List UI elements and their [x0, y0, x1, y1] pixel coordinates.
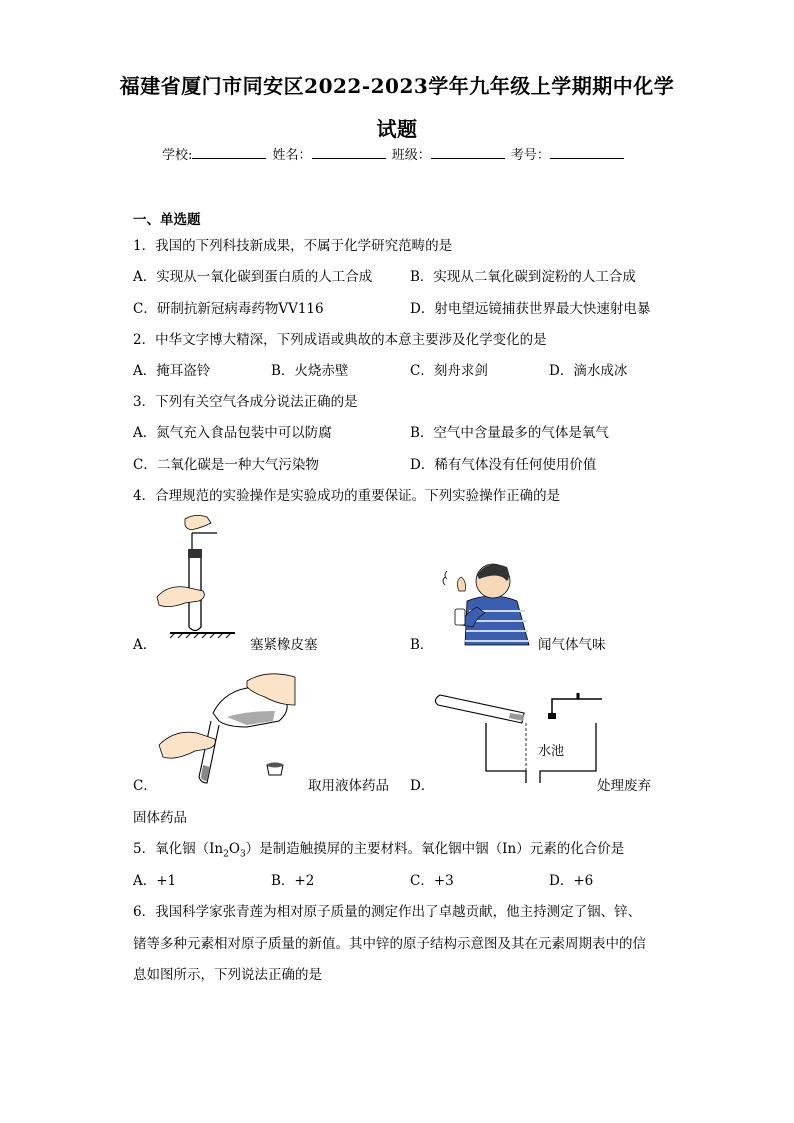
q3-option-a: A．氮气充入食品包装中可以防腐: [133, 425, 332, 441]
q2-option-c: C．刻舟求剑: [410, 363, 488, 379]
q1-option-a: A．实现从一氧化碳到蛋白质的人工合成: [133, 269, 373, 285]
name-blank[interactable]: [312, 146, 386, 159]
q5-option-c: C．+3: [410, 873, 454, 889]
q1-stem: 1．我国的下列科技新成果，不属于化学研究范畴的是: [133, 238, 453, 254]
figure-b-smelling-gas: [437, 545, 537, 645]
q4-option-c-letter: C．: [133, 778, 157, 794]
exam-title-cont: 试题: [376, 117, 418, 141]
q6-stem-line1: 6．我国科学家张青莲为相对原子质量的测定作出了卓越贡献，他主持测定了铟、锌、: [133, 904, 642, 920]
student-info-line: [162, 144, 626, 163]
figure-a-stopper-insertion: [155, 513, 240, 638]
q1-option-c: C．研制抗新冠病毒药物VV116: [133, 301, 324, 317]
q2-option-d: D．滴水成冰: [549, 363, 628, 379]
q6-stem-line3: 息如图所示，下列说法正确的是: [133, 967, 322, 983]
q3-stem: 3．下列有关空气各成分说法正确的是: [133, 394, 358, 410]
q4-option-d-caption-cont: 固体药品: [133, 810, 187, 826]
figure-c-pouring-liquid: [155, 665, 300, 790]
q1-option-b: B．实现从二氧化碳到淀粉的人工合成: [410, 269, 636, 285]
q5-stem: 5．氧化铟$(In_2O_3)$是制造触摸屏的主要材料。氧化铟中铟（In）元素的化合价是: [133, 841, 625, 860]
q4-option-c-caption: 取用液体药品: [308, 778, 389, 794]
q4-option-b-caption: 闻气体气味: [538, 637, 606, 653]
q5-option-b: B．+2: [271, 873, 315, 889]
sink-label: 水池: [538, 744, 565, 759]
q5-option-d: D．+6: [549, 873, 594, 889]
q3-option-d: D．稀有气体没有任何使用价值: [410, 457, 597, 473]
q5-option-a: A．+1: [133, 873, 177, 889]
q4-option-a-letter: A．: [133, 637, 157, 653]
q3-option-c: C．二氧化碳是一种大气污染物: [133, 457, 319, 473]
figure-d-waste-disposal: [432, 683, 607, 788]
school-label: 学校:: [162, 148, 193, 163]
q4-option-a-caption: 塞紧橡皮塞: [250, 637, 318, 653]
q4-option-b-letter: B．: [410, 637, 434, 653]
q2-option-b: B．火烧赤壁: [271, 363, 349, 379]
number-blank[interactable]: [550, 146, 624, 159]
number-label: 考号：: [510, 148, 550, 163]
q4-option-d-caption: 处理废弃: [597, 778, 651, 794]
q1-option-d: D．射电望远镜捕获世界最大快速射电暴: [410, 301, 651, 317]
section-heading: 一、单选题: [133, 212, 201, 228]
q3-option-b: B．空气中含量最多的气体是氧气: [410, 425, 609, 441]
class-blank[interactable]: [431, 146, 505, 159]
class-label: 班级：: [391, 148, 431, 163]
school-blank[interactable]: [192, 146, 266, 159]
q2-stem: 2．中华文字博大精深，下列成语或典故的本意主要涉及化学变化的是: [133, 332, 547, 348]
q6-stem-line2: 锗等多种元素相对原子质量的新值。其中锌的原子结构示意图及其在元素周期表中的信: [133, 936, 646, 952]
q2-option-a: A．掩耳盗铃: [133, 363, 211, 379]
q4-option-d-letter: D．: [410, 778, 435, 794]
name-label: 姓名：: [272, 148, 312, 163]
q4-stem: 4．合理规范的实验操作是实验成功的重要保证。下列实验操作正确的是: [133, 488, 561, 504]
exam-title: 福建省厦门市同安区2022-2023学年九年级上学期期中化学: [119, 74, 675, 98]
